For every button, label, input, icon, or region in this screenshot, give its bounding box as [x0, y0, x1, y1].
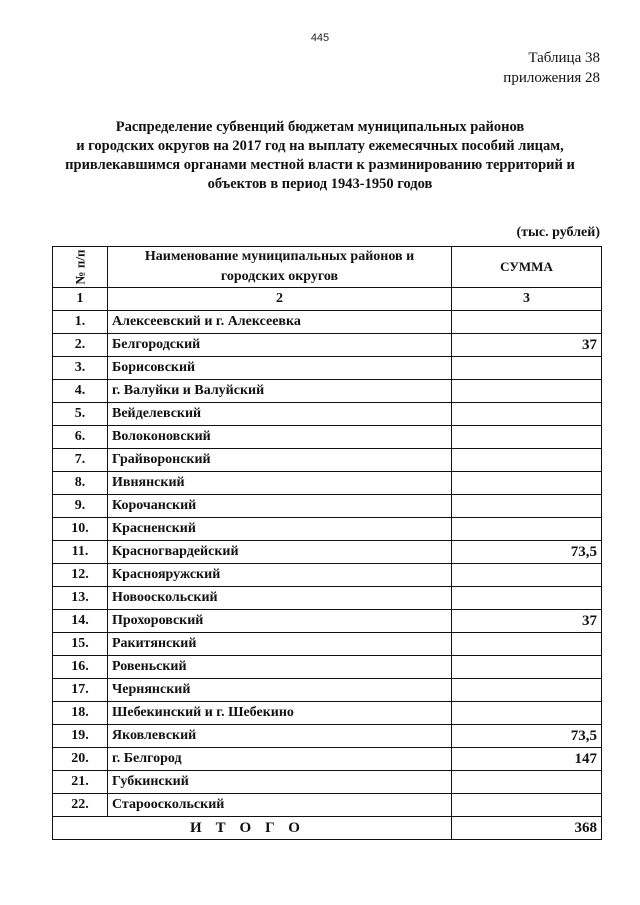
- row-number: 20.: [53, 748, 108, 771]
- row-name: Красногвардейский: [108, 541, 452, 564]
- row-sum: 37: [452, 334, 602, 357]
- row-number: 1.: [53, 311, 108, 334]
- row-sum: [452, 656, 602, 679]
- column-index-row: [53, 288, 602, 311]
- header-name: Наименование муниципальных районов и городских округов: [108, 247, 452, 288]
- row-number: 4.: [53, 380, 108, 403]
- row-name: Краснояружский: [108, 564, 452, 587]
- row-sum: [452, 633, 602, 656]
- units-label: (тыс. рублей): [516, 225, 600, 240]
- row-sum: [452, 518, 602, 541]
- table-row: [53, 311, 602, 334]
- table-row: [53, 518, 602, 541]
- row-number: 5.: [53, 403, 108, 426]
- row-sum: [452, 380, 602, 403]
- row-number: 7.: [53, 449, 108, 472]
- row-sum: 73,5: [452, 725, 602, 748]
- total-row: [53, 817, 602, 840]
- table-row: [53, 656, 602, 679]
- table-header-row: [53, 247, 602, 288]
- row-name: Ракитянский: [108, 633, 452, 656]
- row-number: 19.: [53, 725, 108, 748]
- total-label: ИТОГО: [53, 817, 452, 840]
- row-sum: 73,5: [452, 541, 602, 564]
- column-index-1: 1: [53, 288, 108, 311]
- row-name: Прохоровский: [108, 610, 452, 633]
- row-sum: [452, 426, 602, 449]
- header-sum: СУММА: [452, 247, 602, 288]
- row-number: 14.: [53, 610, 108, 633]
- table-row: [53, 702, 602, 725]
- row-sum: [452, 771, 602, 794]
- column-index-2: 2: [108, 288, 452, 311]
- row-number: 2.: [53, 334, 108, 357]
- row-name: Вейделевский: [108, 403, 452, 426]
- row-number: 9.: [53, 495, 108, 518]
- header-number: [53, 247, 108, 288]
- table-row: [53, 472, 602, 495]
- table-body: [53, 311, 602, 817]
- row-name: Чернянский: [108, 679, 452, 702]
- row-name: Ивнянский: [108, 472, 452, 495]
- row-sum: [452, 472, 602, 495]
- table-row: [53, 495, 602, 518]
- row-number: 6.: [53, 426, 108, 449]
- row-sum: [452, 311, 602, 334]
- total-sum: 368: [452, 817, 602, 840]
- column-index-3: 3: [452, 288, 602, 311]
- row-name: Алексеевский и г. Алексеевка: [108, 311, 452, 334]
- row-name: Грайворонский: [108, 449, 452, 472]
- page-number: 445: [310, 32, 330, 44]
- row-name: Волоконовский: [108, 426, 452, 449]
- row-name: Губкинский: [108, 771, 452, 794]
- table-row: [53, 334, 602, 357]
- table-row: [53, 564, 602, 587]
- row-sum: [452, 357, 602, 380]
- row-name: Шебекинский и г. Шебекино: [108, 702, 452, 725]
- row-number: 15.: [53, 633, 108, 656]
- table-row: [53, 633, 602, 656]
- row-sum: [452, 449, 602, 472]
- row-name: г. Белгород: [108, 748, 452, 771]
- row-number: 8.: [53, 472, 108, 495]
- row-sum: [452, 679, 602, 702]
- row-name: г. Валуйки и Валуйский: [108, 380, 452, 403]
- subvention-table: [52, 246, 602, 840]
- row-sum: [452, 702, 602, 725]
- row-sum: 37: [452, 610, 602, 633]
- appendix-reference: [503, 48, 600, 88]
- header-number-label: № п/п: [72, 249, 87, 284]
- row-name: Ровеньский: [108, 656, 452, 679]
- table-row: [53, 679, 602, 702]
- table-row: [53, 748, 602, 771]
- row-sum: [452, 587, 602, 610]
- appendix-annex-label: приложения 28: [503, 70, 600, 86]
- row-number: 22.: [53, 794, 108, 817]
- row-number: 16.: [53, 656, 108, 679]
- table-row: [53, 426, 602, 449]
- row-name: Белгородский: [108, 334, 452, 357]
- row-number: 12.: [53, 564, 108, 587]
- table-row: [53, 794, 602, 817]
- table-row: [53, 587, 602, 610]
- row-name: Корочанский: [108, 495, 452, 518]
- table-row: [53, 403, 602, 426]
- appendix-table-label: Таблица 38: [528, 50, 600, 66]
- table-row: [53, 357, 602, 380]
- row-number: 13.: [53, 587, 108, 610]
- row-name: Борисовский: [108, 357, 452, 380]
- table-row: [53, 449, 602, 472]
- row-name: Красненский: [108, 518, 452, 541]
- row-name: Старооскольский: [108, 794, 452, 817]
- row-number: 21.: [53, 771, 108, 794]
- table-row: [53, 771, 602, 794]
- row-name: Новооскольский: [108, 587, 452, 610]
- table-row: [53, 541, 602, 564]
- row-sum: 147: [452, 748, 602, 771]
- title-line-1: Распределение субвенций бюджетам муниципальных районов: [115, 119, 525, 135]
- row-sum: [452, 495, 602, 518]
- title-line-4: объектов в период 1943-1950 годов: [207, 176, 433, 192]
- row-number: 10.: [53, 518, 108, 541]
- row-number: 18.: [53, 702, 108, 725]
- row-number: 17.: [53, 679, 108, 702]
- document-title: [40, 118, 600, 194]
- row-number: 3.: [53, 357, 108, 380]
- title-line-2: и городских округов на 2017 год на выплату ежемесячных пособий лицам,: [76, 138, 564, 154]
- title-line-3: привлекавшимся органами местной власти к разминированию территорий и: [65, 157, 575, 173]
- row-sum: [452, 564, 602, 587]
- row-sum: [452, 403, 602, 426]
- table-row: [53, 610, 602, 633]
- row-sum: [452, 794, 602, 817]
- table-row: [53, 380, 602, 403]
- table-row: [53, 725, 602, 748]
- row-name: Яковлевский: [108, 725, 452, 748]
- row-number: 11.: [53, 541, 108, 564]
